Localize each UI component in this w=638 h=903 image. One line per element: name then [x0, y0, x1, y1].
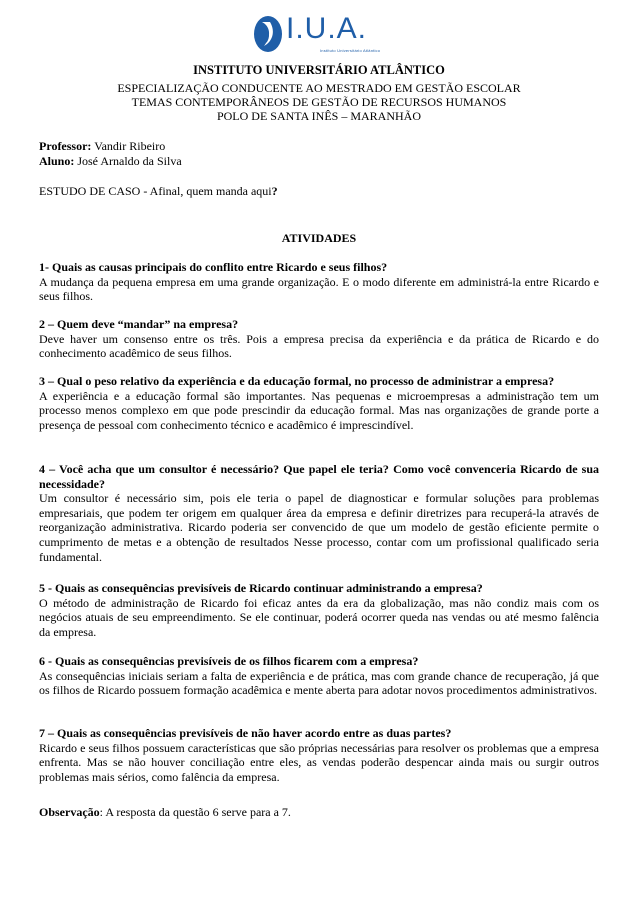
- logo-text: I.U.A.: [286, 12, 368, 45]
- answer-text: As consequências iniciais seriam a falta de experiência e de prática, mas com grande chance de recuperação, já que os filhos de Ricardo possuem formação acadêmica e mente aberta para adotar novos procedimentos administrativos.: [39, 668, 599, 698]
- activities-heading: ATIVIDADES: [281, 231, 357, 245]
- answer-text: Ricardo e seus filhos possuem características que são próprias necessárias para resolver os problemas que a empresa enfrenta. Mas se não houver conciliação entre eles, as vendas poderão despencar ainda mais ou surgir outros problemas mais sérios, como falência da empresa.: [39, 740, 599, 784]
- institution-title: INSTITUTO UNIVERSITÁRIO ATLÂNTICO: [193, 63, 445, 77]
- question-text: 7 – Quais as consequências previsíveis de não haver acordo entre as duas partes?: [39, 726, 452, 740]
- observation-text: : A resposta da questão 6 serve para a 7.: [99, 805, 291, 819]
- professor-label: Professor:: [39, 139, 92, 153]
- case-title: [39, 184, 599, 198]
- question-text: 5 - Quais as consequências previsíveis de Ricardo continuar administrando a empresa?: [39, 581, 483, 595]
- question-text: 3 – Qual o peso relativo da experiência e da educação formal, no processo de administrar a empresa?: [39, 374, 555, 388]
- question-text: 6 - Quais as consequências previsíveis de os filhos ficarem com a empresa?: [39, 654, 419, 668]
- question-block: [39, 726, 599, 784]
- question-block: [39, 260, 599, 304]
- answer-text: A experiência e a educação formal são importantes. Nas pequenas e microempresas a administração tem um processo menos complexo em que pode prescindir da educação formal. Mas nas organizações de grande porte a presença de pessoal com conhecimento técnico e acadêmico é imprescindível.: [39, 388, 599, 432]
- course-line: ESPECIALIZAÇÃO CONDUCENTE AO MESTRADO EM GESTÃO ESCOLAR: [117, 81, 521, 95]
- question-text: 2 – Quem deve “mandar” na empresa?: [39, 317, 239, 331]
- logo-subtitle: Instituto Universitário Atlântico: [320, 48, 381, 53]
- question-block: [39, 462, 599, 564]
- question-text: 1- Quais as causas principais do conflito entre Ricardo e seus filhos?: [39, 260, 388, 274]
- answer-text: O método de administração de Ricardo foi eficaz antes da era da globalização, mas não condiz mais com os negócios atuais de seu empreendimento. Se ele continuar, poderá ocorrer queda nas vendas ou até mesmo falência da empresa.: [39, 595, 599, 639]
- question-block: [39, 581, 599, 639]
- subject-line: TEMAS CONTEMPORÂNEOS DE GESTÃO DE RECURSOS HUMANOS: [131, 95, 507, 109]
- case-title-mark: ?: [271, 184, 278, 198]
- institution-logo: [252, 12, 382, 56]
- question-block: [39, 317, 599, 361]
- answer-text: A mudança da pequena empresa em uma grande organização. E o modo diferente em administrá-la entre Ricardo e seus filhos.: [39, 274, 599, 304]
- observation-line: [39, 805, 599, 820]
- student-line: [39, 154, 599, 168]
- logo-emblem-icon: [252, 14, 284, 54]
- answer-text: Um consultor é necessário sim, pois ele teria o papel de diagnosticar e formular soluções para problemas empresariais, que podem ter origem em qualquer área da empresa e definir diretrizes para recuperá-la através de reorganização administrativa. Ricardo poderia ser convencido de que um modelo de gestão eficiente permite o cumprimento de metas e a obtenção de resultados Nesse processo, contar com um profissional qualificado seria fundamental.: [39, 491, 599, 564]
- professor-name: Vandir Ribeiro: [94, 139, 166, 153]
- student-label: Aluno:: [39, 154, 75, 168]
- question-block: [39, 374, 599, 432]
- student-name: José Arnaldo da Silva: [77, 154, 182, 168]
- question-block: [39, 654, 599, 698]
- campus-line: POLO DE SANTA INÊS – MARANHÃO: [216, 109, 422, 123]
- professor-line: [39, 139, 599, 153]
- case-title-text: ESTUDO DE CASO - Afinal, quem manda aqui: [39, 184, 272, 198]
- question-text: 4 – Você acha que um consultor é necessário? Que papel ele teria? Como você convenceria Ricardo de sua necessidade?: [39, 462, 599, 491]
- answer-text: Deve haver um consenso entre os três. Pois a empresa precisa da experiência e da prática de Ricardo e do conhecimento acadêmico de seus filhos.: [39, 331, 599, 361]
- observation-label: Observação: [39, 805, 100, 819]
